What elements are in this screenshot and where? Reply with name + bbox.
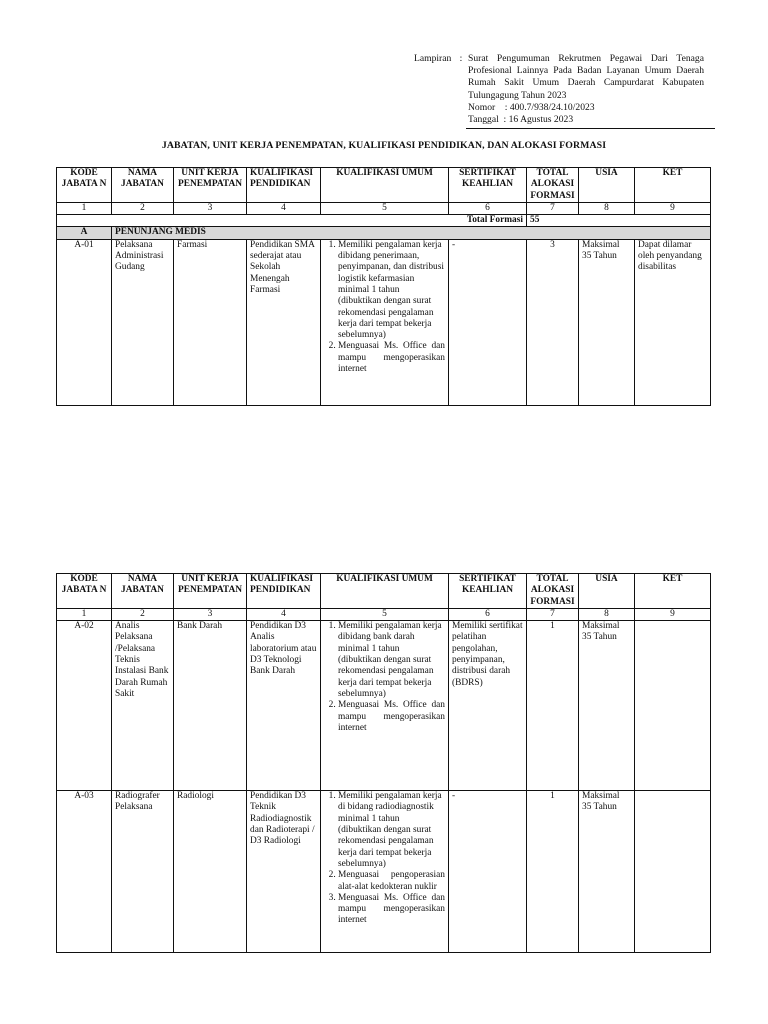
col-kode: KODE JABATA N — [57, 574, 112, 609]
formasi-table-2 — [56, 573, 711, 953]
cell-unit: Farmasi — [174, 239, 247, 405]
table-row — [57, 791, 711, 953]
cell-unit: Radiologi — [174, 791, 247, 953]
table-row — [57, 621, 711, 791]
col-usia: USIA — [579, 574, 635, 609]
table-row — [57, 239, 711, 405]
col-usia: USIA — [579, 168, 635, 203]
col-nama: NAMA JABATAN — [112, 168, 174, 203]
col-kode: KODE JABATA N — [57, 168, 112, 203]
col-number: 5 — [321, 202, 449, 214]
col-number: 5 — [321, 608, 449, 620]
col-sertifikat: SERTIFIKAT KEAHLIAN — [449, 168, 527, 203]
formasi-table-1 — [56, 167, 711, 406]
col-number: 2 — [112, 202, 174, 214]
section-row — [57, 227, 711, 239]
total-formasi-row — [57, 215, 711, 227]
list-item: 2. Menguasai Ms. Office dan mampu mengoperasikan internet — [338, 341, 445, 375]
col-kualifikasi-umum: KUALIFIKASI UMUM — [321, 168, 449, 203]
total-formasi-value: 55 — [527, 215, 711, 227]
col-number: 8 — [579, 608, 635, 620]
cell-kode: A-01 — [57, 239, 112, 405]
col-number: 1 — [57, 202, 112, 214]
list-item: 1. Memiliki pengalaman kerja di bidang radiodiagnostik minimal 1 tahun (dibuktikan dengan surat rekomendasi pengalaman kerja dari tempat bekerja sebelumnya) — [338, 791, 445, 870]
cell-ket — [635, 621, 711, 791]
cell-sertifikat: Memiliki sertifikat pelatihan pengolahan, penyimpanan, distribusi darah (BDRS) — [449, 621, 527, 791]
col-sertifikat: SERTIFIKAT KEAHLIAN — [449, 574, 527, 609]
col-ket: KET — [635, 574, 711, 609]
lampiran-subject — [468, 53, 704, 126]
lampiran-block — [414, 53, 704, 126]
col-number: 3 — [174, 202, 247, 214]
cell-total: 1 — [527, 791, 579, 953]
col-total: TOTAL ALOKASI FORMASI — [527, 574, 579, 609]
cell-pendidikan: Pendidikan D3 Teknik Radiodiagnostik dan Radioterapi / D3 Radiologi — [247, 791, 321, 953]
col-number: 2 — [112, 608, 174, 620]
cell-ket: Dapat dilamar oleh penyandang disabilitas — [635, 239, 711, 405]
col-number: 4 — [247, 202, 321, 214]
cell-nama: Radiografer Pelaksana — [112, 791, 174, 953]
list-item: 2. Menguasai pengoperasian alat-alat kedokteran nuklir — [338, 870, 445, 893]
col-number: 9 — [635, 608, 711, 620]
cell-kode: A-02 — [57, 621, 112, 791]
col-unit: UNIT KERJA PENEMPATAN — [174, 574, 247, 609]
document-title: JABATAN, UNIT KERJA PENEMPATAN, KUALIFIKASI PENDIDIKAN, DAN ALOKASI FORMASI — [161, 140, 607, 151]
cell-pendidikan: Pendidikan SMA sederajat atau Sekolah Menengah Farmasi — [247, 239, 321, 405]
col-number: 6 — [449, 202, 527, 214]
col-ket: KET — [635, 168, 711, 203]
cell-total: 3 — [527, 239, 579, 405]
cell-kode: A-03 — [57, 791, 112, 953]
lampiran-subject-text: Surat Pengumuman Rekrutmen Pegawai Dari Tenaga Profesional Lainnya Pada Badan Layanan Umum Daerah Rumah Sakit Umum Daerah Campurdarat Kabupaten Tulungagung Tahun 2023 — [468, 53, 704, 101]
col-number: 9 — [635, 202, 711, 214]
cell-sertifikat: - — [449, 239, 527, 405]
cell-kualifikasi-umum — [321, 239, 449, 405]
column-number-row — [57, 608, 711, 620]
col-number: 7 — [527, 202, 579, 214]
list-item: 1. Memiliki pengalaman kerja dibidang bank darah minimal 1 tahun (dibuktikan dengan surat rekomendasi pengalaman kerja dari tempat bekerja sebelumnya) — [338, 621, 445, 700]
lampiran-underline — [466, 128, 715, 129]
col-unit: UNIT KERJA PENEMPATAN — [174, 168, 247, 203]
list-item: 2. Menguasai Ms. Office dan mampu mengoperasikan internet — [338, 700, 445, 734]
cell-kualifikasi-umum — [321, 791, 449, 953]
cell-nama: Pelaksana Administrasi Gudang — [112, 239, 174, 405]
lampiran-colon: : — [459, 53, 463, 64]
lampiran-label: Lampiran — [414, 53, 452, 64]
cell-kualifikasi-umum — [321, 621, 449, 791]
cell-unit: Bank Darah — [174, 621, 247, 791]
col-number: 8 — [579, 202, 635, 214]
col-number: 7 — [527, 608, 579, 620]
col-number: 4 — [247, 608, 321, 620]
cell-usia: Maksimal 35 Tahun — [579, 239, 635, 405]
col-number: 6 — [449, 608, 527, 620]
cell-pendidikan: Pendidikan D3 Analis laboratorium atau D3 Teknologi Bank Darah — [247, 621, 321, 791]
section-code: A — [57, 227, 112, 239]
cell-usia: Maksimal 35 Tahun — [579, 791, 635, 953]
col-kualifikasi-umum: KUALIFIKASI UMUM — [321, 574, 449, 609]
lampiran-nomor: Nomor : 400.7/938/24.10/2023 — [468, 101, 595, 113]
col-kualifikasi-pendidikan: KUALIFIKASI PENDIDIKAN — [247, 168, 321, 203]
column-number-row — [57, 202, 711, 214]
col-kualifikasi-pendidikan: KUALIFIKASI PENDIDIKAN — [247, 574, 321, 609]
cell-ket — [635, 791, 711, 953]
col-number: 3 — [174, 608, 247, 620]
cell-sertifikat: - — [449, 791, 527, 953]
table-header-row — [57, 168, 711, 203]
cell-usia: Maksimal 35 Tahun — [579, 621, 635, 791]
lampiran-tanggal: Tanggal : 16 Agustus 2023 — [468, 114, 574, 126]
section-name: PENUNJANG MEDIS — [112, 227, 711, 239]
col-nama: NAMA JABATAN — [112, 574, 174, 609]
list-item: 1. Memiliki pengalaman kerja dibidang penerimaan, penyimpanan, dan distribusi logistik kefarmasian minimal 1 tahun (dibuktikan dengan surat rekomendasi pengalaman kerja dari tempat bekerja sebelumnya) — [338, 240, 445, 342]
col-number: 1 — [57, 608, 112, 620]
total-formasi-label: Total Formasi — [57, 215, 527, 227]
col-total: TOTAL ALOKASI FORMASI — [527, 168, 579, 203]
table-header-row — [57, 574, 711, 609]
cell-total: 1 — [527, 621, 579, 791]
list-item: 3. Menguasai Ms. Office dan mampu mengoperasikan internet — [338, 893, 445, 927]
cell-nama: Analis Pelaksana /Pelaksana Teknis Instalasi Bank Darah Rumah Sakit — [112, 621, 174, 791]
